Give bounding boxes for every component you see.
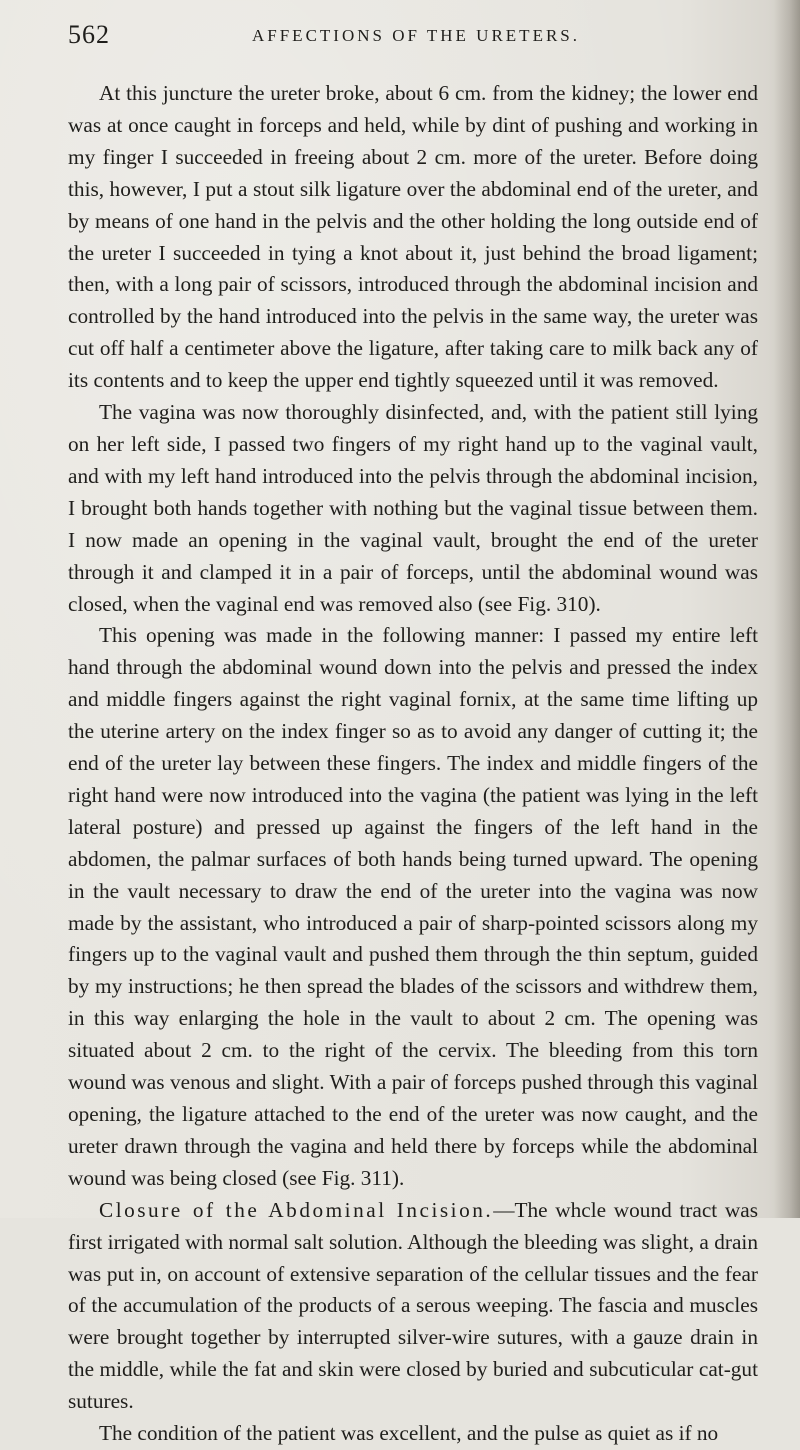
page-edge-shadow bbox=[774, 0, 800, 1218]
paragraph: The condition of the patient was excellent, and the pulse as quiet as if no bbox=[99, 1421, 719, 1446]
page-header bbox=[68, 20, 758, 60]
running-head: AFFECTIONS OF THE URETERS. bbox=[252, 26, 580, 45]
paragraph: The vagina was now thoroughly disinfected, and, with the patient still lying on her left side, I passed two fingers of my right hand up to the vaginal vault, and with my left hand introduced into the pelvis through the abdominal incision, I brought both hands together with nothing but the vaginal tissue between them. I now made an opening in the vaginal vault, brought the end of the ureter through it and clamped it in a pair of forceps, until the abdominal wound was closed, when the vaginal end was removed also (see Fig. 310). bbox=[68, 400, 758, 616]
paragraph bbox=[68, 1195, 758, 1418]
body-text bbox=[68, 78, 758, 1450]
page-number: 562 bbox=[68, 20, 110, 49]
paragraph: This opening was made in the following manner: I passed my entire left hand through the abdominal wound down into the pelvis and pressed the index and middle fingers against the right vaginal fornix, at the same time lifting up the uterine artery on the index finger so as to avoid any danger of cutting it; the end of the ureter lay between these fingers. The index and middle fingers of the right hand were now introduced into the vagina (the patient was lying in the left lateral posture) and pressed up against the fingers of the left hand in the abdomen, the palmar surfaces of both hands being turned upward. The opening in the vault necessary to draw the end of the ureter into the vagina was now made by the assistant, who introduced a pair of sharp-pointed scissors along my fingers up to the vaginal vault and pushed them through the thin septum, guided by my instructions; he then spread the blades of the scissors and withdrew them, in this way enlarging the hole in the vault to about 2 cm. The opening was situated about 2 cm. to the right of the cervix. The bleeding from this torn wound was venous and slight. With a pair of forceps pushed through this vaginal opening, the ligature attached to the end of the ureter was now caught, and the ureter drawn through the vagina and held there by forceps while the abdominal wound was being closed (see Fig. 311). bbox=[68, 623, 758, 1190]
paragraph-text: —The whcle wound tract was first irrigated with normal salt solution. Although the bleeding was slight, a drain was put in, on account of extensive separation of the cellular tissues and the fear of the accumulation of the products of a serous weeping. The fascia and muscles were brought together by interrupted silver-wire sutures, with a gauze drain in the middle, while the fat and skin were closed by buried and subcuticular cat-gut sutures. bbox=[68, 1197, 758, 1414]
section-heading: Closure of the Abdominal Incision. bbox=[99, 1197, 494, 1222]
paragraph: At this juncture the ureter broke, about 6 cm. from the kidney; the lower end was at once caught in forceps and held, while by dint of pushing and working in my finger I succeeded in freeing about 2 cm. more of the ureter. Before doing this, however, I put a stout silk ligature over the abdominal end of the ureter, and by means of one hand in the pelvis and the other holding the long outside end of the ureter I succeeded in tying a knot about it, just behind the broad ligament; then, with a long pair of scissors, introduced through the abdominal incision and controlled by the hand introduced into the pelvis in the same way, the ureter was cut off half a centimeter above the ligature, after taking care to milk back any of its contents and to keep the upper end tightly squeezed until it was removed. bbox=[68, 81, 758, 393]
